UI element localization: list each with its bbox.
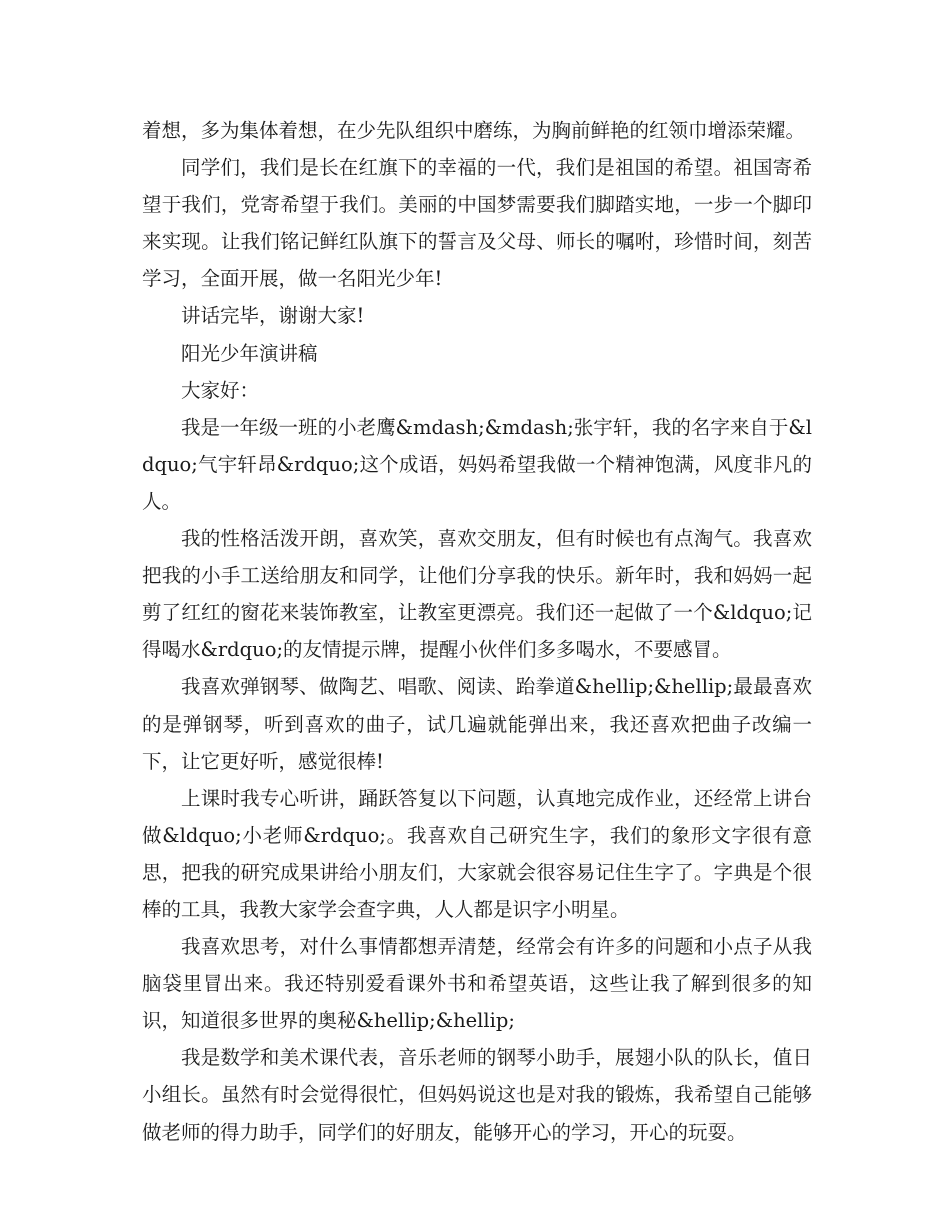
paragraph-thinking: 我喜欢思考，对什么事情都想弄清楚，经常会有许多的问题和小点子从我脑袋里冒出来。我还特别爱看课外书和希望英语，这些让我了解到很多的知识，知道很多世界的奥秘&hellip;&hellip; (142, 935, 812, 1033)
paragraph-continuation: 着想，多为集体着想，在少先队组织中磨练，为胸前鲜艳的红领巾增添荣耀。 (142, 119, 806, 142)
paragraph-closing-thanks: 讲话完毕，谢谢大家! (181, 304, 365, 328)
paragraph-introduction: 我是一年级一班的小老鹰&mdash;&mdash;张宇轩，我的名字来自于&ldquo;气宇轩昂&rdquo;这个成语，妈妈希望我做一个精神饱满，风度非凡的人。 (142, 415, 812, 513)
paragraph-hobbies: 我喜欢弹钢琴、做陶艺、唱歌、阅读、跆拳道&hellip;&hellip;最最喜欢的是弹钢琴，听到喜欢的曲子，试几遍就能弹出来，我还喜欢把曲子改编一下，让它更好听，感觉很棒! (142, 675, 812, 773)
speech-title: 阳光少年演讲稿 (181, 341, 318, 365)
paragraph-study: 上课时我专心听讲，踊跃答复以下问题，认真地完成作业，还经常上讲台做&ldquo;小老师&rdquo;。我喜欢自己研究生字，我们的象形文字很有意思，把我的研究成果讲给小朋友们，大家就会很容易记住生字了。字典是个很棒的工具，我教大家学会查字典，人人都是识字小明星。 (142, 786, 812, 921)
greeting: 大家好： (181, 378, 260, 402)
document-body (142, 112, 812, 1151)
paragraph-hope-of-nation: 同学们，我们是长在红旗下的幸福的一代，我们是祖国的希望。祖国寄希望于我们，党寄希望于我们。美丽的中国梦需要我们脚踏实地，一步一个脚印来实现。让我们铭记鲜红队旗下的誓言及父母、师长的嘱咐，珍惜时间，刻苦学习，全面开展，做一名阳光少年! (142, 156, 812, 291)
paragraph-personality: 我的性格活泼开朗，喜欢笑，喜欢交朋友，但有时候也有点淘气。我喜欢把我的小手工送给朋友和同学，让他们分享我的快乐。新年时，我和妈妈一起剪了红红的窗花来装饰教室，让教室更漂亮。我们还一起做了一个&ldquo;记得喝水&rdquo;的友情提示牌，提醒小伙伴们多多喝水，不要感冒。 (142, 527, 812, 662)
paragraph-roles: 我是数学和美术课代表，音乐老师的钢琴小助手，展翅小队的队长，值日小组长。虽然有时会觉得很忙，但妈妈说这也是对我的锻炼，我希望自己能够做老师的得力助手，同学们的好朋友，能够开心的学习，开心的玩耍。 (142, 1046, 812, 1144)
